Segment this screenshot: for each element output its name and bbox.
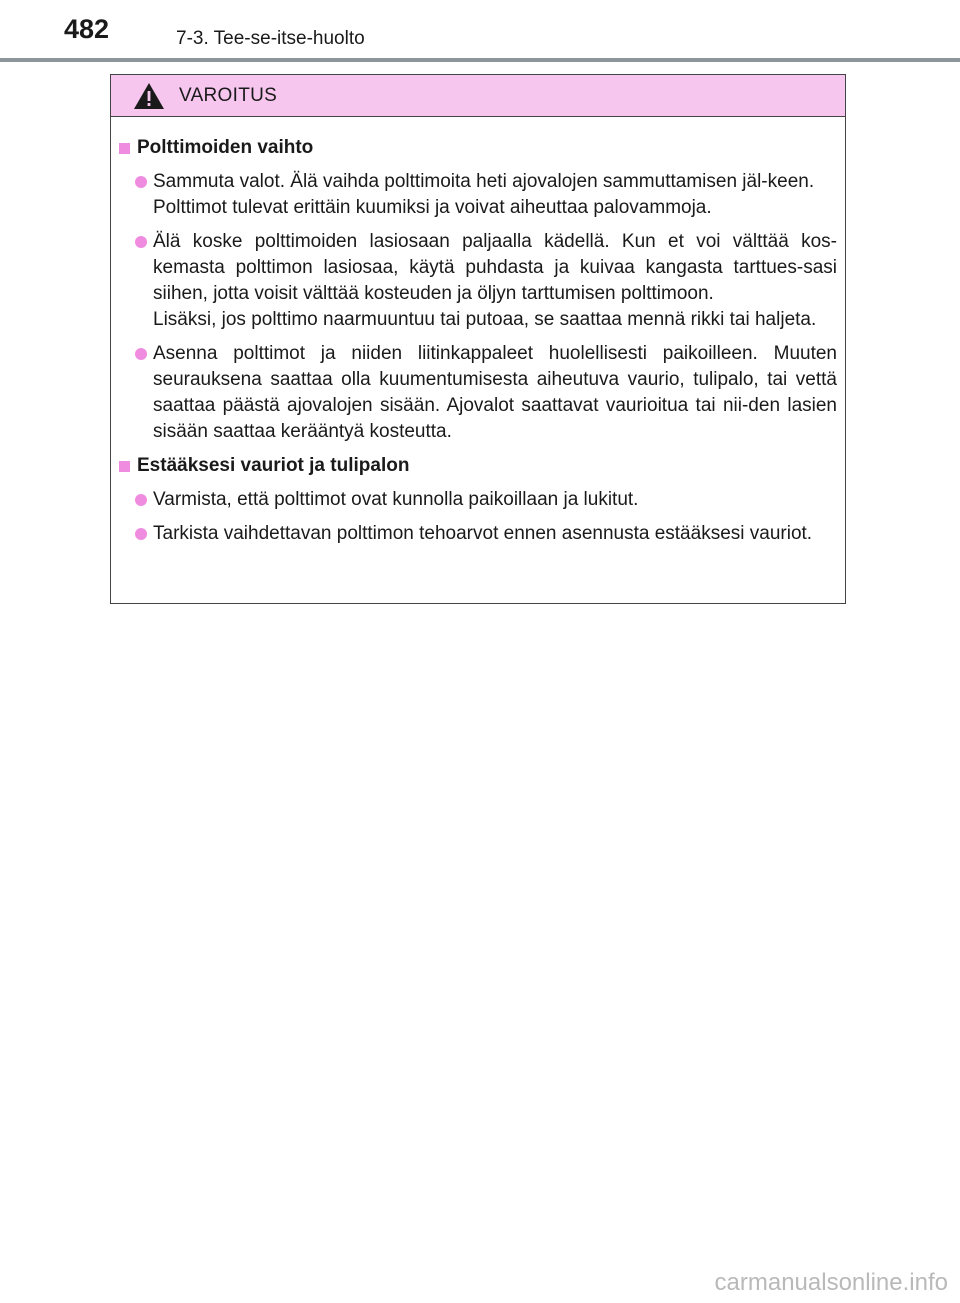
round-bullet-icon xyxy=(135,236,147,248)
paragraph: Asenna polttimot ja niiden liitinkappaleet huolellisesti paikoilleen. Muuten seurauksena saattaa olla kuumentumisesta aiheutuva vaurio, tulipalo, tai vettä saattaa päästä ajovalojen sisään. Ajovalot saattavat vaurioitua tai nii-den lasien sisään saattaa kerääntyä kosteutta. xyxy=(153,343,837,442)
paragraph: Sammuta valot. Älä vaihda polttimoita heti ajovalojen sammuttamisen jäl-keen. xyxy=(153,171,815,192)
watermark: carmanualsonline.info xyxy=(714,1269,948,1296)
list-item xyxy=(119,487,837,513)
section-heading xyxy=(119,453,837,479)
paragraph: Polttimot tulevat erittäin kuumiksi ja voivat aiheuttaa palovammoja. xyxy=(153,197,712,218)
item-text xyxy=(153,521,837,547)
round-bullet-icon xyxy=(135,176,147,188)
round-bullet-icon xyxy=(135,348,147,360)
paragraph: Tarkista vaihdettavan polttimon tehoarvot ennen asennusta estääksesi vauriot. xyxy=(153,523,813,544)
section-heading xyxy=(119,135,837,161)
page-number: 482 xyxy=(64,14,110,44)
section-heading-text: Estääksesi vauriot ja tulipalon xyxy=(137,455,410,476)
section-heading-text: Polttimoiden vaihto xyxy=(137,137,314,158)
list-item xyxy=(119,169,837,221)
paragraph: Älä koske polttimoiden lasiosaan paljaalla kädellä. Kun et voi välttää kos-kemasta polttimon lasiosaa, käytä puhdasta ja kuivaa kangasta tarttues-sasi siihen, jotta voisit välttää kosteuden ja öljyn tarttumisen polttimoon. xyxy=(153,231,837,304)
list-item xyxy=(119,521,837,547)
list-item xyxy=(119,229,837,333)
paragraph: Lisäksi, jos polttimo naarmuuntuu tai putoaa, se saattaa mennä rikki tai haljeta. xyxy=(153,309,817,330)
warning-box xyxy=(110,74,846,604)
square-bullet-icon xyxy=(119,143,130,154)
header-rule xyxy=(0,58,960,62)
section-title: 7-3. Tee-se-itse-huolto xyxy=(176,28,365,49)
round-bullet-icon xyxy=(135,494,147,506)
item-text xyxy=(153,229,837,333)
item-text xyxy=(153,341,837,445)
list-item xyxy=(119,341,837,445)
square-bullet-icon xyxy=(119,461,130,472)
paragraph: Varmista, että polttimot ovat kunnolla paikoillaan ja lukitut. xyxy=(153,489,639,510)
warning-header xyxy=(111,75,845,117)
item-text xyxy=(153,487,837,513)
round-bullet-icon xyxy=(135,528,147,540)
warning-body xyxy=(111,117,845,547)
warning-title: VAROITUS xyxy=(179,84,278,106)
warning-triangle-icon xyxy=(133,82,165,110)
item-text xyxy=(153,169,837,221)
